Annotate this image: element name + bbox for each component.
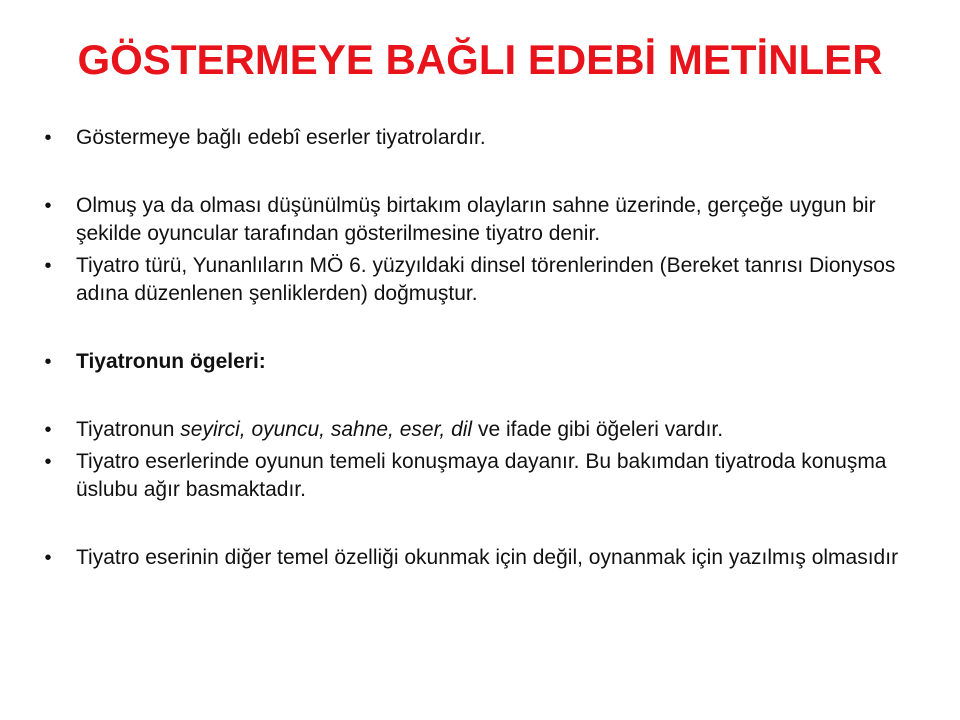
bullet-text-prefix: Tiyatronun — [76, 418, 181, 441]
bullet-dot: • — [44, 547, 52, 569]
bullet-dot: • — [44, 127, 52, 149]
bullet-text: Göstermeye bağlı edebî eserler tiyatrolardır. — [76, 126, 486, 149]
bullet-heading: Tiyatronun ögeleri: — [76, 350, 266, 373]
bullet-item-1 — [38, 124, 938, 152]
bullet-item-7 — [38, 544, 938, 572]
bullet-dot: • — [44, 419, 52, 441]
bullet-dot: • — [44, 451, 52, 473]
bullet-item-6 — [38, 448, 938, 504]
bullet-item-2 — [38, 192, 938, 248]
slide-title: GÖSTERMEYE BAĞLI EDEBİ METİNLER — [77, 36, 883, 83]
bullet-dot: • — [44, 255, 52, 277]
bullet-item-5 — [38, 416, 938, 444]
bullet-list — [38, 124, 938, 572]
bullet-text: Tiyatro türü, Yunanlıların MÖ 6. yüzyıldaki dinsel törenlerinden (Bereket tanrısı Dionysos adına düzenlenen şenliklerden) doğmuştur. — [76, 254, 896, 305]
bullet-text-emphasis: seyirci, oyuncu, sahne, eser, dil — [180, 418, 473, 441]
bullet-text: Tiyatro eserinin diğer temel özelliği okunmak için değil, oynanmak için yazılmış olmasıdır — [76, 546, 899, 569]
bullet-text-suffix: ve ifade gibi öğeleri vardır. — [472, 418, 724, 441]
bullet-text: Tiyatro eserlerinde oyunun temeli konuşmaya dayanır. Bu bakımdan tiyatroda konuşma üslubu ağır basmaktadır. — [76, 450, 887, 501]
bullet-item-4 — [38, 348, 938, 376]
bullet-item-3 — [38, 252, 938, 308]
bullet-text: Olmuş ya da olması düşünülmüş birtakım olayların sahne üzerinde, gerçeğe uygun bir şekilde oyuncular tarafından gösterilmesine tiyatro denir. — [76, 194, 876, 245]
bullet-dot: • — [44, 351, 52, 373]
bullet-dot: • — [44, 195, 52, 217]
